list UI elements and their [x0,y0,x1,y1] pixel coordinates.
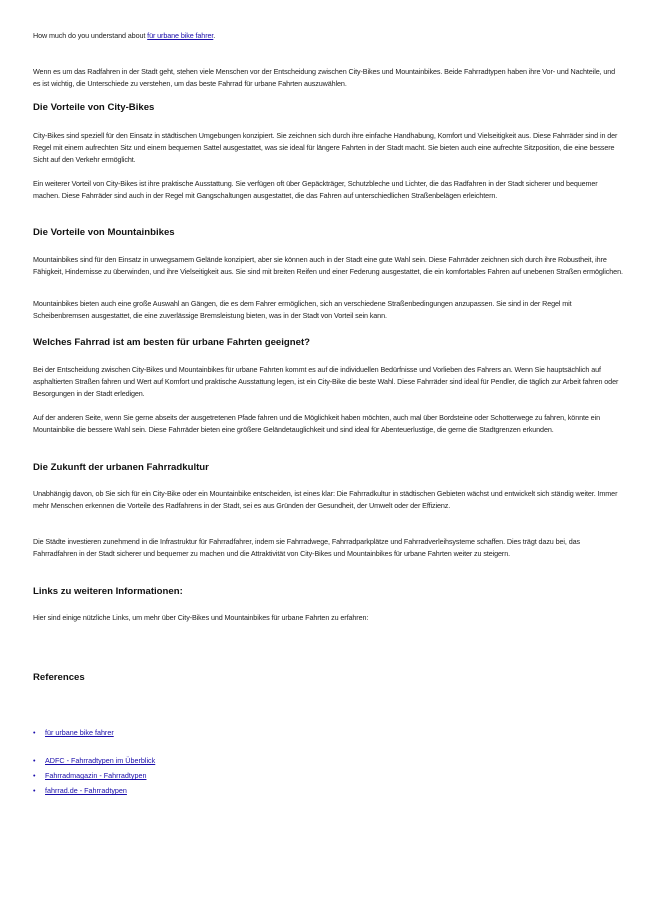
intro-suffix: . [213,31,216,40]
paragraph-links: Hier sind einige nützliche Links, um mehr über City-Bikes und Mountainbikes für urbane Fahrten zu erfahren: [33,613,369,622]
reference-link-fahrradmagazin[interactable]: Fahrradmagazin - Fahrradtypen [45,771,147,780]
heading-links: Links zu weiteren Informationen: [33,586,183,597]
paragraph-which-bike-2: Auf der anderen Seite, wenn Sie gerne abseits der ausgetretenen Pfade fahren und die Möglichkeit haben möchten, auch mal über Bordsteine oder Schotterwege zu fahren, könnte ein Mountainbike die bessere Wahl sein. Diese Fahrräder bieten eine größere Geländetauglichkeit und sind ideal für Abenteuerlustige, die gerne die Stadtgrenzen erkunden. [33,413,600,435]
heading-future: Die Zukunft der urbanen Fahrradkultur [33,462,209,473]
references-list [33,755,623,797]
references-first-list [33,727,623,739]
bullet-icon: • [33,756,36,765]
reference-link-fahrrad-de[interactable]: fahrrad.de - Fahrradtypen [45,786,127,795]
paragraph-future-2: Die Städte investieren zunehmend in die Infrastruktur für Fahrradfahrer, indem sie Fahrradwege, Fahrradparkplätze und Fahrradverleihsysteme schaffen. Dies trägt dazu bei, das Fahrradfahren in der Stadt sicherer und bequemer zu machen und die Attraktivität von City-Bikes und Mountainbikes für urbane Fahrten weiter zu steigern. [33,537,580,559]
paragraph-city-bikes-2: Ein weiterer Vorteil von City-Bikes ist ihre praktische Ausstattung. Sie verfügen oft über Gepäckträger, Schutzbleche und Lichter, die das Radfahren in der Stadt sicherer und bequemer machen. Diese Fahrräder sind auch in der Regel mit Gangschaltungen ausgestattet, die das Fahren auf unterschiedlichen Straßenbelägen erleichtern. [33,179,598,201]
list-item [33,727,623,739]
list-item [33,785,623,797]
intro-line [33,30,623,42]
intro-link[interactable]: für urbane bike fahrer [147,31,214,40]
reference-link-adfc[interactable]: ADFC - Fahrradtypen im Überblick [45,756,156,765]
paragraph-mountainbikes-2: Mountainbikes bieten auch eine große Auswahl an Gängen, die es dem Fahrer ermöglichen, sich an verschiedene Straßenbedingungen anzupassen. Sie sind in der Regel mit Scheibenbremsen ausgestattet, die eine zuverlässige Bremsleistung bieten, was in der Stadt von Vorteil sein kann. [33,299,572,321]
bullet-icon: • [33,771,36,780]
list-item [33,770,623,782]
list-item [33,755,623,767]
heading-which-bike: Welches Fahrrad ist am besten für urbane Fahrten geeignet? [33,337,311,348]
paragraph-future-1: Unabhängig davon, ob Sie sich für ein City-Bike oder ein Mountainbike entscheiden, ist eines klar: Die Fahrradkultur in städtischen Gebieten wächst und entwickelt sich ständig weiter. Immer mehr Menschen erkennen die Vorteile des Radfahrens in der Stadt, sei es aus Gründen der Gesundheit, der Umwelt oder der Effizienz. [33,489,618,511]
paragraph-city-bikes-1: City-Bikes sind speziell für den Einsatz in städtischen Umgebungen konzipiert. Sie zeichnen sich durch ihre einfache Handhabung, Komfort und Vielseitigkeit aus. Diese Fahrräder sind in der Regel mit einem aufrechten Sitz und einem bequemen Sattel ausgestattet, was sie ideal für längere Fahrten in der Stadt macht. Sie bieten auch eine aufrechte Sitzposition, die eine bessere Sicht auf den Verkehr ermöglicht. [33,131,618,165]
bullet-icon: • [33,786,36,795]
paragraph-mountainbikes-1: Mountainbikes sind für den Einsatz in unwegsamem Gelände konzipiert, aber sie können auch in der Stadt eine gute Wahl sein. Diese Fahrräder zeichnen sich durch ihre Robustheit, ihre Fähigkeit, Hindernisse zu überwinden, und ihre Vielseitigkeit aus. Sie sind mit breiten Reifen und einer Federung ausgestattet, die ein komfortables Fahren auf unebenen Straßen ermöglichen. [33,255,623,277]
heading-references: References [33,672,85,683]
reference-link-urbane-bike[interactable]: für urbane bike fahrer [45,728,114,737]
paragraph-which-bike-1: Bei der Entscheidung zwischen City-Bikes und Mountainbikes für urbane Fahrten kommt es auf die individuellen Bedürfnisse und Vorlieben des Fahrers an. Wenn Sie hauptsächlich auf asphaltierten Straßen fahren und Wert auf Komfort und praktische Ausstattung legen, ist ein City-Bike die beste Wahl. Diese Fahrräder sind ideal für Pendler, die täglich zur Arbeit fahren oder Besorgungen in der Stadt erledigen. [33,365,619,399]
intro-prefix: How much do you understand about [33,31,148,40]
heading-mountainbikes: Die Vorteile von Mountainbikes [33,227,175,238]
paragraph-intro: Wenn es um das Radfahren in der Stadt geht, stehen viele Menschen vor der Entscheidung zwischen City-Bikes und Mountainbikes. Beide Fahrradtypen haben ihre Vor- und Nachteile, und es ist wichtig, die Unterschiede zu verstehen, um das beste Fahrrad für urbane Fahrten auszuwählen. [33,67,616,89]
bullet-icon: • [33,728,36,737]
heading-city-bikes: Die Vorteile von City-Bikes [33,102,155,113]
